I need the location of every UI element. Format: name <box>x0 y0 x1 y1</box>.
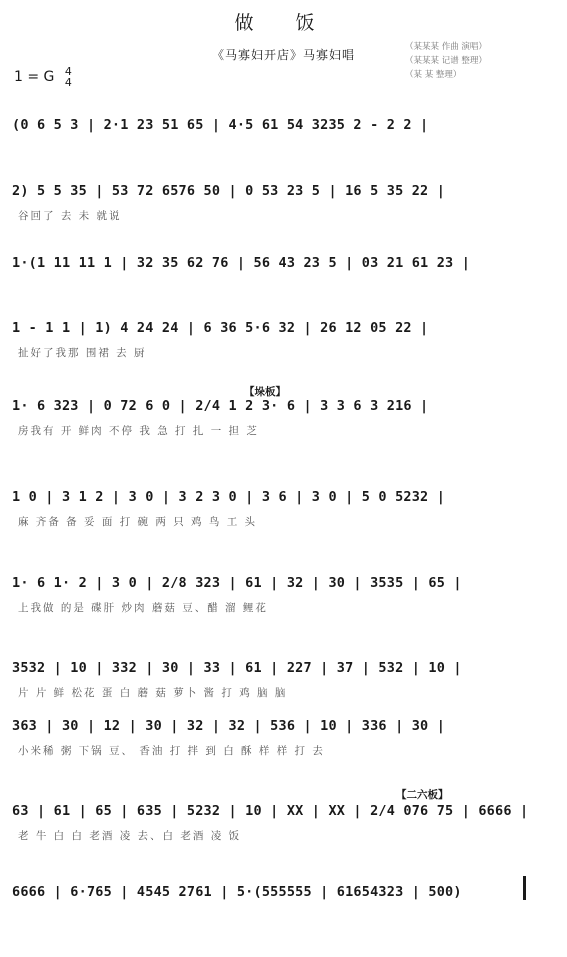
notation-row-10: 63 | 61 | 65 | 635 | 5232 | 10 | XX | XX | 2/4 076 75 | 6666 | <box>12 803 529 819</box>
credit-line-2: （某某某 记谱 整理） <box>405 56 487 66</box>
time-bottom: 4 <box>64 76 72 89</box>
song-title: 做 饭 <box>234 12 333 34</box>
lyrics-row-10: 老 牛 白 白 老酒 凌 去、白 老酒 凌 饭 <box>18 830 242 842</box>
notation-row-3: 1·(1 11 11 1 | 32 35 62 76 | 56 43 23 5 | 03 21 61 23 | <box>12 255 471 271</box>
notation-row-2: 2) 5 5 35 | 53 72 6576 50 | 0 53 23 5 | 16 5 35 22 | <box>12 183 446 199</box>
notation-row-11: 6666 | 6·765 | 4545 2761 | 5·(555555 | 61654323 | 500) <box>12 884 462 900</box>
final-barline <box>523 876 526 900</box>
lyrics-row-5: 房我有 开 鲜肉 不停 我 急 打 扎 一 担 芝 <box>18 425 259 437</box>
tempo-marker-1: 【垛板】 <box>244 386 286 398</box>
credit-line-3: （某 某 整理） <box>405 70 462 80</box>
notation-row-9: 363 | 30 | 12 | 30 | 32 | 32 | 536 | 10 | 336 | 30 | <box>12 718 446 734</box>
notation-row-1: (0 6 5 3 | 2·1 23 51 65 | 4·5 61 54 3235 2 - 2 2 | <box>12 117 429 133</box>
lyrics-row-4: 扯好了我那 围裙 去 厨 <box>18 347 147 359</box>
lyrics-row-6: 麻 齐备 备 妥 面 打 碗 两 只 鸡 鸟 工 头 <box>18 516 258 528</box>
lyrics-row-7: 上我做 的是 碟肝 炒肉 蘑菇 豆、醋 溜 鲤花 <box>18 602 268 614</box>
time-signature <box>65 66 72 88</box>
lyrics-row-2: 谷回了 去 未 就说 <box>18 210 122 222</box>
key-label: 1 = G <box>14 69 55 85</box>
tempo-marker-2: 【二六板】 <box>396 789 449 801</box>
notation-row-6: 1 0 | 3 1 2 | 3 0 | 3 2 3 0 | 3 6 | 3 0 | 5 0 5232 | <box>12 489 446 505</box>
lyrics-row-8: 片 片 鲜 松花 蛋 白 蘑 菇 萝卜 酱 打 鸡 脑 脑 <box>18 687 288 699</box>
notation-row-8: 3532 | 10 | 332 | 30 | 33 | 61 | 227 | 37 | 532 | 10 | <box>12 660 462 676</box>
song-subtitle: 《马寡妇开店》马寡妇唱 <box>211 48 355 62</box>
key-signature <box>14 66 72 88</box>
notation-row-5: 1· 6 323 | 0 72 6 0 | 2/4 1 2 3· 6 | 3 3 6 3 216 | <box>12 398 429 414</box>
credits-block <box>405 40 487 82</box>
credit-line-1: （某某某 作曲 演唱） <box>405 42 487 52</box>
time-top: 4 <box>64 65 72 78</box>
notation-row-4: 1 - 1 1 | 1) 4 24 24 | 6 36 5·6 32 | 26 12 05 22 | <box>12 320 429 336</box>
notation-row-7: 1· 6 1· 2 | 3 0 | 2/8 323 | 61 | 32 | 30 | 3535 | 65 | <box>12 575 462 591</box>
lyrics-row-9: 小米稀 粥 下锅 豆、 香油 打 拌 到 白 酥 样 样 打 去 <box>18 745 325 757</box>
